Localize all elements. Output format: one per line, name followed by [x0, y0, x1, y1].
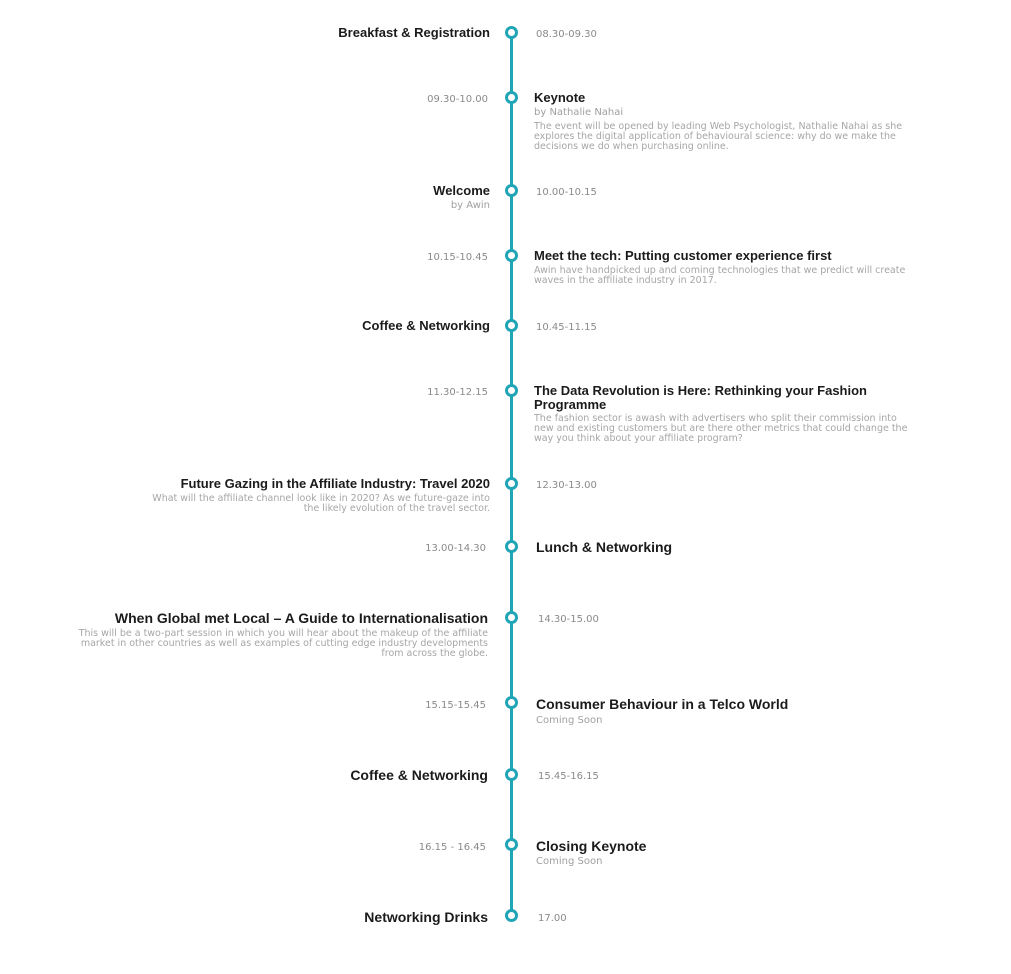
timeline-dot: [505, 26, 518, 39]
timeline-dot: [505, 384, 518, 397]
event-time: 10.00-10.15: [536, 187, 597, 198]
event-description: Awin have handpicked up and coming technologies that we predict will create waves in the affiliate industry in 2017.: [534, 265, 906, 286]
event-time: 12.30-13.00: [536, 480, 597, 491]
event-speaker: by Awin: [450, 200, 490, 211]
event-time: 14.30-15.00: [538, 614, 599, 625]
event-title: Coffee & Networking: [350, 767, 488, 783]
event-title: Coffee & Networking: [362, 318, 490, 333]
event-title: Welcome: [433, 183, 490, 198]
event-speaker: by Nathalie Nahai: [534, 107, 624, 118]
timeline-dot: [505, 909, 518, 922]
timeline-dot: [505, 184, 518, 197]
event-title: Meet the tech: Putting customer experience first: [534, 248, 832, 263]
event-title: Breakfast & Registration: [338, 25, 490, 40]
timeline-dot: [505, 249, 518, 262]
event-time: 16.15 - 16.45: [418, 842, 486, 853]
event-time: 17.00: [538, 913, 567, 924]
timeline-dot: [505, 768, 518, 781]
event-title: Closing Keynote: [536, 838, 647, 854]
event-description: The event will be opened by leading Web Psychologist, Nathalie Nahai as she explores the digital application of behavioural science: why do we make the decisions we do when purchasing online.: [534, 121, 903, 152]
event-time: 09.30-10.00: [427, 94, 488, 105]
event-title: Networking Drinks: [364, 909, 488, 925]
event-title: Keynote: [534, 90, 586, 105]
event-time: 11.30-12.15: [427, 387, 488, 398]
event-description: The fashion sector is awash with advertisers who split their commission into new and existing customers but are there other metrics that could change the way you think about your affiliate program?: [534, 413, 908, 444]
timeline-dot: [505, 838, 518, 851]
event-description: What will the affiliate channel look like in 2020? As we future-gaze into the likely evolution of the travel sector.: [152, 493, 490, 514]
event-time: 13.00-14.30: [425, 543, 486, 554]
event-title: Consumer Behaviour in a Telco World: [536, 696, 789, 712]
event-time: 10.45-11.15: [536, 322, 597, 333]
event-time: 08.30-09.30: [536, 29, 597, 40]
timeline-dot: [505, 540, 518, 553]
event-speaker: Coming Soon: [536, 856, 603, 867]
timeline-dot: [505, 611, 518, 624]
timeline-dot: [505, 477, 518, 490]
event-time: 10.15-10.45: [427, 252, 488, 263]
timeline-line: [510, 30, 513, 916]
event-title: The Data Revolution is Here: Rethinking your Fashion Programme: [534, 383, 867, 412]
event-title: Future Gazing in the Affiliate Industry: Travel 2020: [180, 476, 490, 491]
event-title: Lunch & Networking: [536, 539, 673, 555]
event-time: 15.45-16.15: [538, 771, 599, 782]
timeline-dot: [505, 696, 518, 709]
event-speaker: Coming Soon: [536, 715, 603, 726]
timeline-dot: [505, 91, 518, 104]
event-time: 15.15-15.45: [425, 700, 486, 711]
timeline-dot: [505, 319, 518, 332]
event-title: When Global met Local – A Guide to Internationalisation: [114, 610, 488, 626]
event-description: This will be a two-part session in which you will hear about the makeup of the affiliate market in other countries as well as examples of cutting edge industry developments from across the globe.: [78, 628, 488, 659]
